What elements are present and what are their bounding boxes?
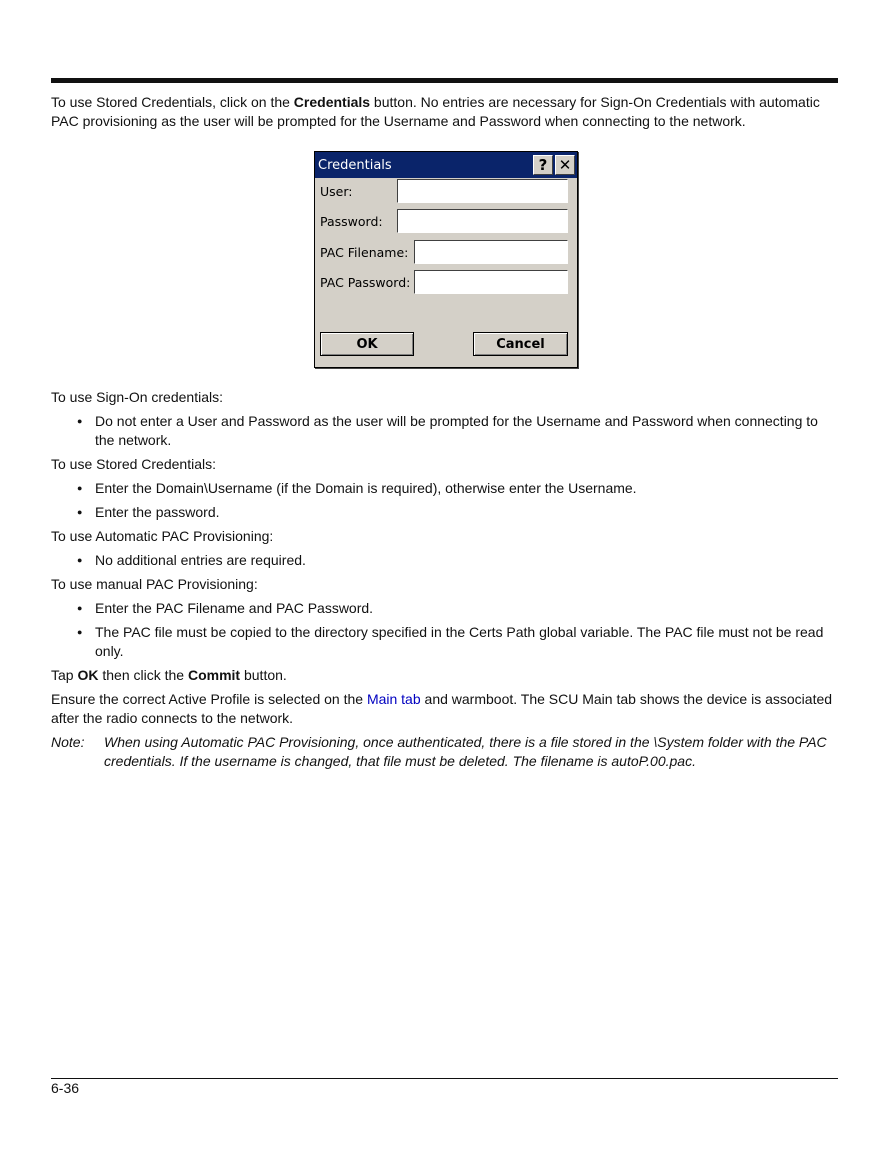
note-label: Note: [51,734,85,750]
pac-password-label: PAC Password: [320,274,411,290]
ensure-paragraph [51,690,841,728]
pac-password-field[interactable] [414,270,568,294]
user-field[interactable] [397,179,568,203]
stored-heading: To use Stored Credentials: [51,456,216,472]
stored-list [51,479,841,522]
ok-button[interactable]: OK [320,332,414,356]
tap-text-2: then click the [98,667,188,683]
pac-filename-label: PAC Filename: [320,244,409,260]
manual-pac-list [51,599,841,661]
signon-list [51,412,841,450]
list-item: ● No additional entries are required. [95,551,841,570]
ensure-text: Ensure the correct Active Profile is selected on the [51,691,367,707]
list-item: ● Do not enter a User and Password as the user will be prompted for the Username and Password when connecting to the network. [95,412,841,450]
auto-pac-heading: To use Automatic PAC Provisioning: [51,528,274,544]
note-text: When using Automatic PAC Provisioning, once authenticated, there is a file stored in the \System folder with the PAC credentials. If the username is changed, that file must be deleted. The filename is autoP.00.pac. [104,734,827,769]
cancel-button[interactable]: Cancel [473,332,568,356]
intro-paragraph [51,93,841,131]
credentials-dialog [314,151,578,368]
dialog-title: Credentials [318,157,392,173]
tap-ok-bold: OK [77,667,99,683]
dialog-titlebar [315,152,577,178]
signon-heading: To use Sign-On credentials: [51,389,223,405]
password-field[interactable] [397,209,568,233]
manual-pac-heading: To use manual PAC Provisioning: [51,576,258,592]
tap-text: Tap [51,667,78,683]
list-item: ● Enter the Domain\Username (if the Domain is required), otherwise enter the Username. [95,479,841,498]
note-block [51,733,841,771]
footer-rule [51,1078,838,1079]
auto-pac-list [51,551,841,570]
list-item: ● The PAC file must be copied to the directory specified in the Certs Path global variable. The PAC file must not be read only. [95,623,841,661]
page-content [51,93,841,771]
tap-paragraph [51,666,841,685]
header-rule [51,78,838,83]
tap-commit-bold: Commit [187,667,241,683]
page-number: 6-36 [51,1080,80,1096]
user-label: User: [320,183,353,199]
tap-text-3: button. [240,667,287,683]
list-item: ● Enter the password. [95,503,841,522]
intro-credentials-bold: Credentials [293,94,371,110]
list-item: ● Enter the PAC Filename and PAC Password. [95,599,841,618]
credentials-figure [51,151,841,368]
ensure-text-rest: and warmboot. The SCU Main tab shows the device is associated after the radio connects to the network. [51,691,833,726]
password-label: Password: [320,213,383,229]
pac-filename-field[interactable] [414,240,568,264]
main-tab-link[interactable]: Main tab [366,691,421,707]
intro-text: To use Stored Credentials, click on the [51,94,294,110]
intro-text-rest: button. No entries are necessary for Sign-On Credentials with automatic PAC provisioning as the user will be prompted for the Username and Password when connecting to the network. [51,94,820,129]
help-button[interactable]: ? [533,155,553,175]
close-button[interactable]: ✕ [555,155,575,175]
